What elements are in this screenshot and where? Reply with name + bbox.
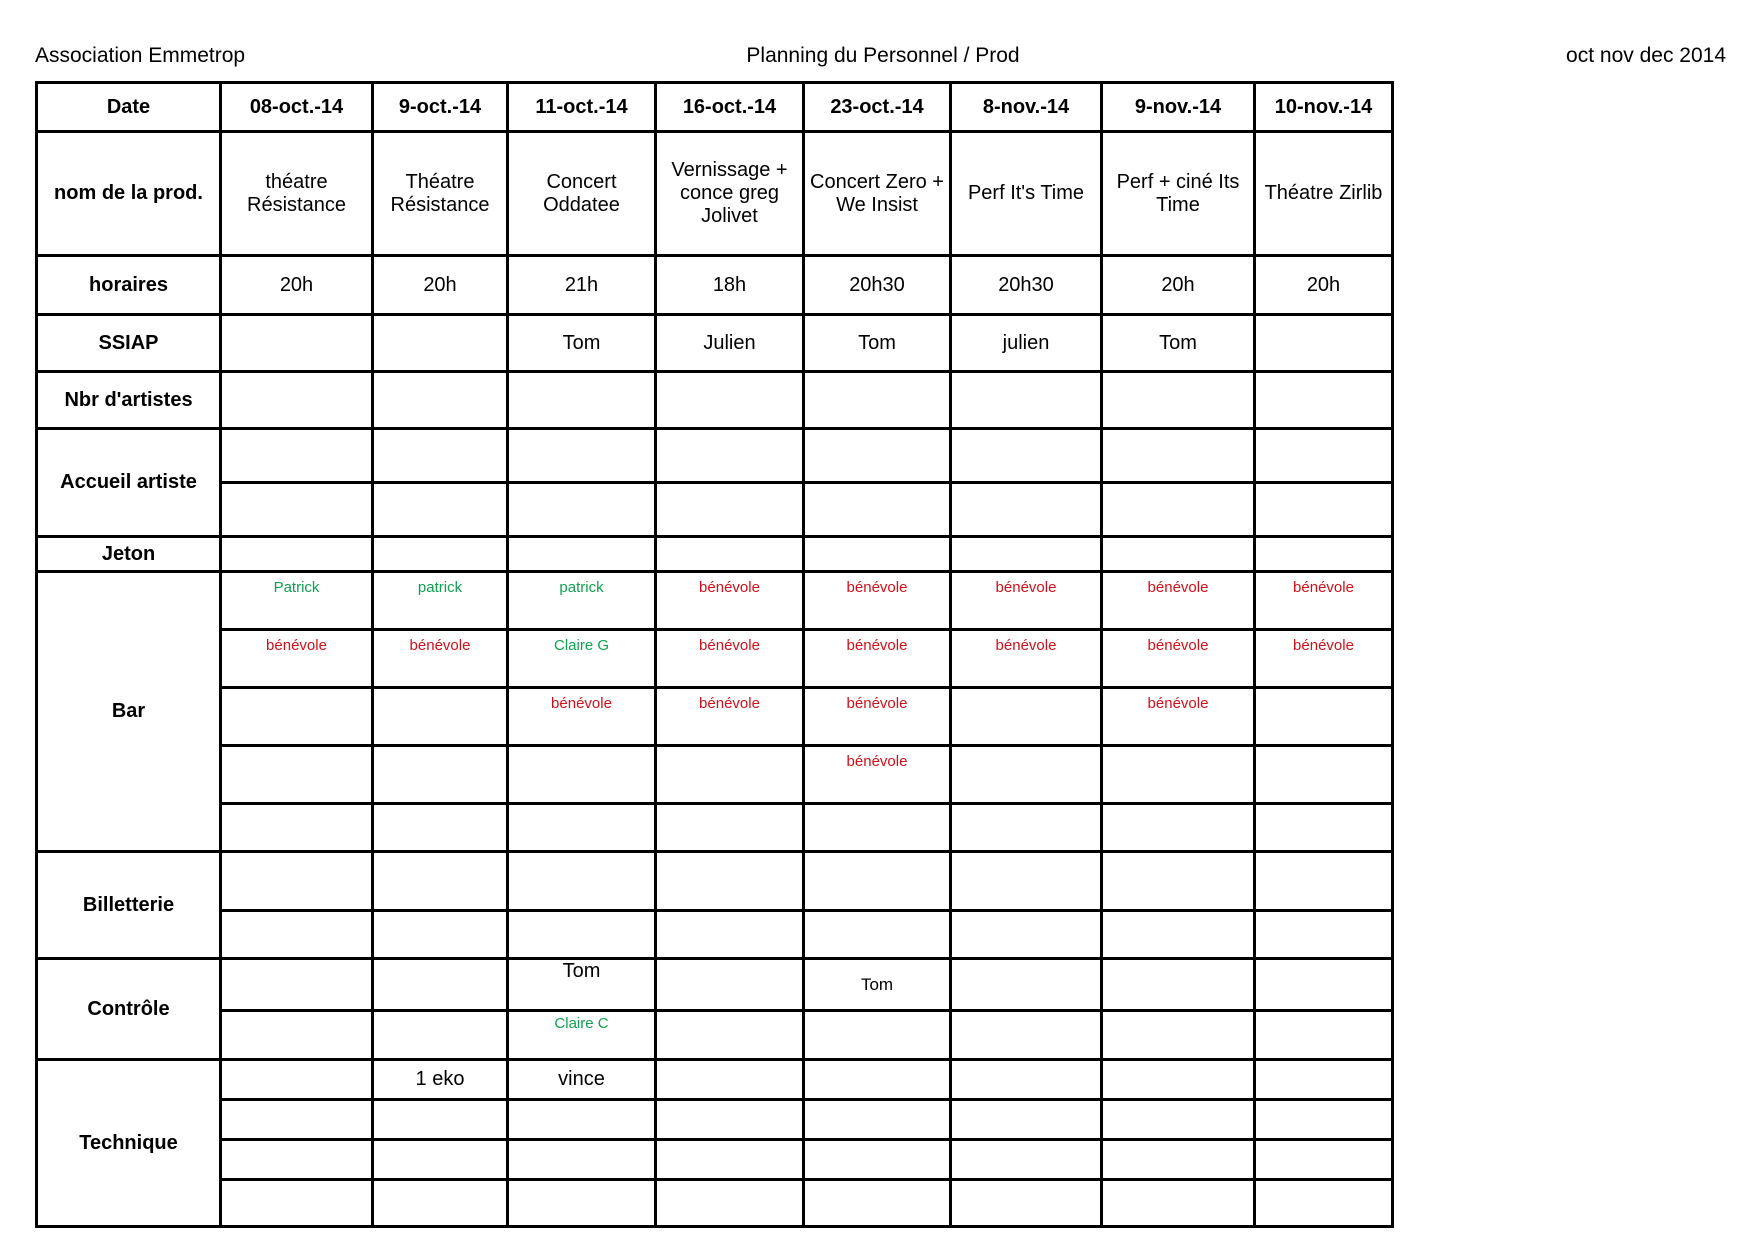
- bar-cell: [508, 746, 656, 804]
- jeton-cell: [1255, 537, 1393, 572]
- jeton-cell: [804, 537, 951, 572]
- controle-cell: Tom: [804, 959, 951, 1011]
- prod-cell: Perf + ciné Its Time: [1102, 132, 1255, 256]
- ssiap-cell: Tom: [804, 315, 951, 372]
- billetterie-cell: [951, 911, 1102, 959]
- staff-planning-table: [35, 81, 1394, 1228]
- billetterie-cell: [1102, 911, 1255, 959]
- bar-cell: bénévole: [508, 688, 656, 746]
- ssiap-cell: Tom: [1102, 315, 1255, 372]
- technique-cell: [373, 1100, 508, 1140]
- row-label-technique: Technique: [37, 1060, 221, 1227]
- accueil-cell: [656, 483, 804, 537]
- prod-cell: Vernissage + conce greg Jolivet: [656, 132, 804, 256]
- bar-cell: patrick: [508, 572, 656, 630]
- billetterie-cell: [508, 852, 656, 911]
- prod-cell: Théatre Zirlib: [1255, 132, 1393, 256]
- bar-cell: [508, 804, 656, 852]
- accueil-cell: [373, 429, 508, 483]
- bar-cell: [221, 688, 373, 746]
- accueil-cell: [1255, 429, 1393, 483]
- bar-cell: bénévole: [373, 630, 508, 688]
- technique-cell: [221, 1060, 373, 1100]
- accueil-cell: [221, 429, 373, 483]
- billetterie-cell: [656, 911, 804, 959]
- accueil-cell: [373, 483, 508, 537]
- accueil-cell: [951, 483, 1102, 537]
- ssiap-cell: Julien: [656, 315, 804, 372]
- technique-cell: [804, 1100, 951, 1140]
- technique-cell: [373, 1180, 508, 1227]
- org-name: Association Emmetrop: [35, 44, 246, 67]
- date-cell: 23-oct.-14: [804, 83, 951, 132]
- row-label-accueil: Accueil artiste: [37, 429, 221, 537]
- bar-cell: [221, 746, 373, 804]
- artistes-cell: [951, 372, 1102, 429]
- controle-cell: [221, 1011, 373, 1060]
- billetterie-cell: [373, 852, 508, 911]
- horaire-cell: 18h: [656, 256, 804, 315]
- accueil-cell: [508, 429, 656, 483]
- accueil-cell: [804, 429, 951, 483]
- bar-cell: [373, 688, 508, 746]
- billetterie-cell: [951, 852, 1102, 911]
- technique-cell: [508, 1100, 656, 1140]
- billetterie-cell: [508, 911, 656, 959]
- accueil-cell: [656, 429, 804, 483]
- period-label: oct nov dec 2014: [1566, 44, 1726, 67]
- billetterie-cell: [1102, 852, 1255, 911]
- bar-cell: bénévole: [1102, 688, 1255, 746]
- controle-cell: [951, 1011, 1102, 1060]
- horaire-cell: 20h: [373, 256, 508, 315]
- jeton-cell: [656, 537, 804, 572]
- bar-cell: [1255, 804, 1393, 852]
- controle-cell: Tom: [508, 959, 656, 1011]
- jeton-cell: [221, 537, 373, 572]
- row-label-prod: nom de la prod.: [37, 132, 221, 256]
- date-cell: 10-nov.-14: [1255, 83, 1393, 132]
- bar-cell: bénévole: [804, 630, 951, 688]
- row-label-controle: Contrôle: [37, 959, 221, 1060]
- billetterie-cell: [221, 852, 373, 911]
- prod-cell: Concert Zero + We Insist: [804, 132, 951, 256]
- date-cell: 08-oct.-14: [221, 83, 373, 132]
- controle-cell: Claire C: [508, 1011, 656, 1060]
- horaire-cell: 21h: [508, 256, 656, 315]
- date-cell: 9-oct.-14: [373, 83, 508, 132]
- bar-cell: [656, 804, 804, 852]
- billetterie-cell: [804, 911, 951, 959]
- date-cell: 9-nov.-14: [1102, 83, 1255, 132]
- controle-cell: [1255, 959, 1393, 1011]
- bar-cell: bénévole: [1255, 630, 1393, 688]
- technique-cell: [1255, 1100, 1393, 1140]
- artistes-cell: [656, 372, 804, 429]
- billetterie-cell: [656, 852, 804, 911]
- bar-cell: [1255, 746, 1393, 804]
- horaire-cell: 20h: [1102, 256, 1255, 315]
- technique-cell: [1255, 1180, 1393, 1227]
- bar-cell: [1102, 746, 1255, 804]
- billetterie-cell: [373, 911, 508, 959]
- row-label-date: Date: [37, 83, 221, 132]
- bar-cell: bénévole: [804, 746, 951, 804]
- accueil-cell: [1102, 483, 1255, 537]
- bar-cell: patrick: [373, 572, 508, 630]
- bar-cell: bénévole: [804, 688, 951, 746]
- bar-cell: bénévole: [804, 572, 951, 630]
- accueil-cell: [951, 429, 1102, 483]
- bar-cell: bénévole: [1102, 630, 1255, 688]
- technique-cell: [221, 1180, 373, 1227]
- technique-cell: [1255, 1140, 1393, 1180]
- prod-cell: Perf It's Time: [951, 132, 1102, 256]
- technique-cell: [1102, 1180, 1255, 1227]
- row-label-bar: Bar: [37, 572, 221, 852]
- bar-cell: [656, 746, 804, 804]
- prod-cell: Théatre Résistance: [373, 132, 508, 256]
- horaire-cell: 20h: [221, 256, 373, 315]
- technique-cell: [1255, 1060, 1393, 1100]
- technique-cell: [1102, 1140, 1255, 1180]
- jeton-cell: [508, 537, 656, 572]
- bar-cell: [373, 804, 508, 852]
- bar-cell: bénévole: [1255, 572, 1393, 630]
- bar-cell: [951, 746, 1102, 804]
- artistes-cell: [1102, 372, 1255, 429]
- bar-cell: [1255, 688, 1393, 746]
- billetterie-cell: [804, 852, 951, 911]
- horaire-cell: 20h: [1255, 256, 1393, 315]
- accueil-cell: [508, 483, 656, 537]
- bar-cell: [1102, 804, 1255, 852]
- jeton-cell: [951, 537, 1102, 572]
- horaire-cell: 20h30: [804, 256, 951, 315]
- accueil-cell: [804, 483, 951, 537]
- horaire-cell: 20h30: [951, 256, 1102, 315]
- technique-cell: [1102, 1100, 1255, 1140]
- billetterie-cell: [1255, 852, 1393, 911]
- accueil-cell: [1255, 483, 1393, 537]
- row-label-billetterie: Billetterie: [37, 852, 221, 959]
- controle-cell: [656, 1011, 804, 1060]
- artistes-cell: [221, 372, 373, 429]
- bar-cell: Patrick: [221, 572, 373, 630]
- technique-cell: [951, 1180, 1102, 1227]
- ssiap-cell: Tom: [508, 315, 656, 372]
- date-cell: 16-oct.-14: [656, 83, 804, 132]
- artistes-cell: [373, 372, 508, 429]
- technique-cell: [951, 1100, 1102, 1140]
- controle-cell: [656, 959, 804, 1011]
- bar-cell: bénévole: [951, 572, 1102, 630]
- bar-cell: [373, 746, 508, 804]
- controle-cell: [1255, 1011, 1393, 1060]
- bar-cell: bénévole: [951, 630, 1102, 688]
- row-label-horaires: horaires: [37, 256, 221, 315]
- technique-cell: [656, 1100, 804, 1140]
- bar-cell: bénévole: [656, 572, 804, 630]
- row-label-jeton: Jeton: [37, 537, 221, 572]
- technique-cell: [508, 1180, 656, 1227]
- jeton-cell: [373, 537, 508, 572]
- date-cell: 8-nov.-14: [951, 83, 1102, 132]
- technique-cell: [804, 1060, 951, 1100]
- technique-cell: [221, 1100, 373, 1140]
- controle-cell: [951, 959, 1102, 1011]
- artistes-cell: [804, 372, 951, 429]
- technique-cell: [221, 1140, 373, 1180]
- technique-cell: [1102, 1060, 1255, 1100]
- technique-cell: [804, 1140, 951, 1180]
- date-cell: 11-oct.-14: [508, 83, 656, 132]
- ssiap-cell: [221, 315, 373, 372]
- bar-cell: [221, 804, 373, 852]
- ssiap-cell: julien: [951, 315, 1102, 372]
- billetterie-cell: [221, 911, 373, 959]
- ssiap-cell: [1255, 315, 1393, 372]
- controle-cell: [1102, 1011, 1255, 1060]
- technique-cell: [508, 1140, 656, 1180]
- technique-cell: [656, 1060, 804, 1100]
- bar-cell: [951, 688, 1102, 746]
- prod-cell: théatre Résistance: [221, 132, 373, 256]
- technique-cell: [951, 1060, 1102, 1100]
- technique-cell: vince: [508, 1060, 656, 1100]
- billetterie-cell: [1255, 911, 1393, 959]
- controle-cell: [373, 1011, 508, 1060]
- controle-cell: [804, 1011, 951, 1060]
- accueil-cell: [221, 483, 373, 537]
- bar-cell: [804, 804, 951, 852]
- row-label-artistes: Nbr d'artistes: [37, 372, 221, 429]
- row-label-ssiap: SSIAP: [37, 315, 221, 372]
- bar-cell: bénévole: [656, 630, 804, 688]
- artistes-cell: [508, 372, 656, 429]
- technique-cell: 1 eko: [373, 1060, 508, 1100]
- technique-cell: [951, 1140, 1102, 1180]
- bar-cell: [951, 804, 1102, 852]
- controle-cell: [221, 959, 373, 1011]
- accueil-cell: [1102, 429, 1255, 483]
- ssiap-cell: [373, 315, 508, 372]
- bar-cell: bénévole: [1102, 572, 1255, 630]
- bar-cell: bénévole: [221, 630, 373, 688]
- jeton-cell: [1102, 537, 1255, 572]
- artistes-cell: [1255, 372, 1393, 429]
- bar-cell: Claire G: [508, 630, 656, 688]
- prod-cell: Concert Oddatee: [508, 132, 656, 256]
- technique-cell: [373, 1140, 508, 1180]
- bar-cell: bénévole: [656, 688, 804, 746]
- controle-cell: [373, 959, 508, 1011]
- technique-cell: [656, 1140, 804, 1180]
- technique-cell: [656, 1180, 804, 1227]
- sheet-title: Planning du Personnel / Prod: [746, 44, 1020, 67]
- controle-cell: [1102, 959, 1255, 1011]
- technique-cell: [804, 1180, 951, 1227]
